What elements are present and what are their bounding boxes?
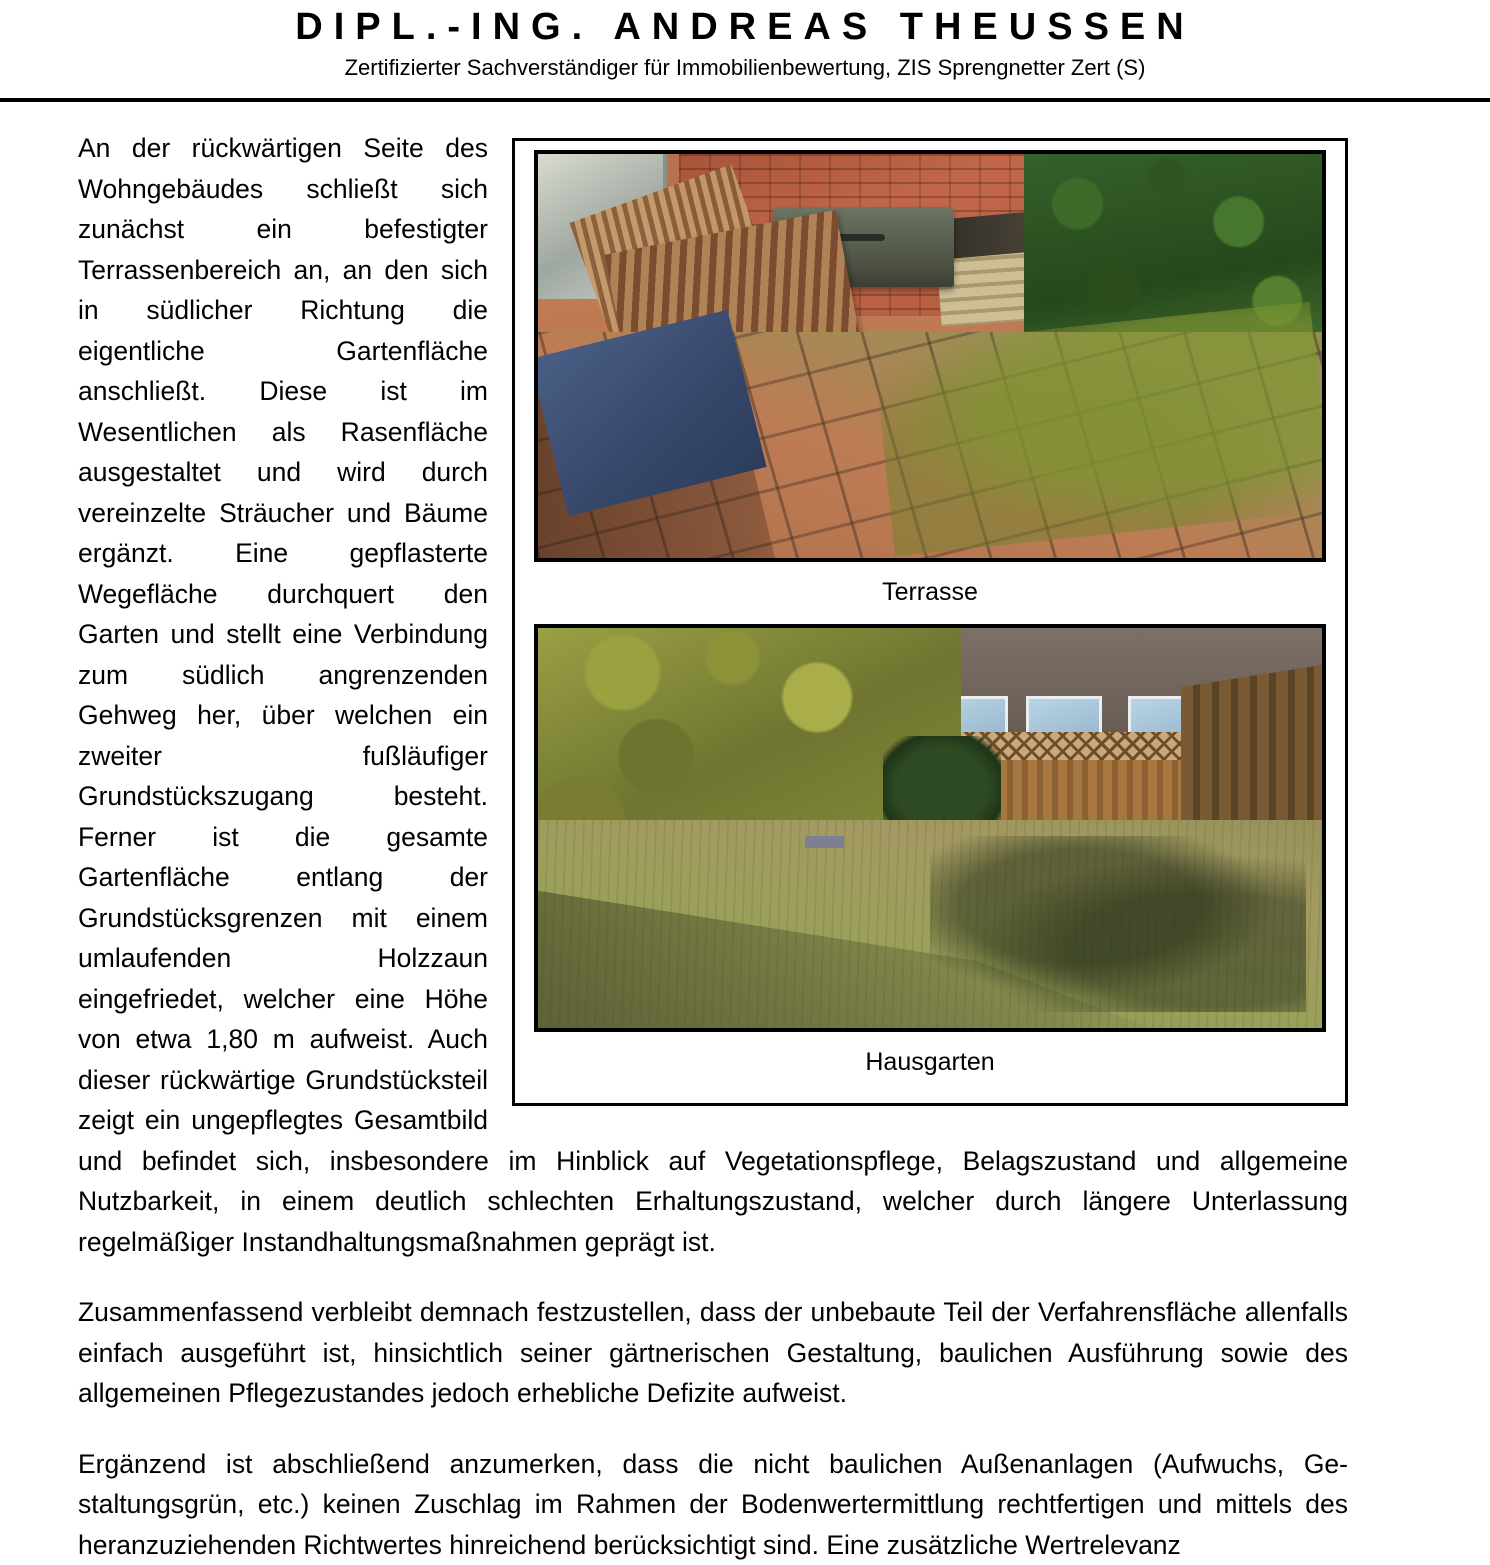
caption-terrasse: Terrasse: [882, 562, 978, 624]
paragraph-outdoor-description: An der rückwärtigen Seite des Wohngebäudes schließt sich zunächst ein befestigter Terrassenbereich an, an den sich in südlicher Richtung die eigentliche Gartenfläche anschließt. Diese ist im Wesentlichen als Rasenfläche ausgestaltet und wird durch vereinzelte Sträucher und Bäume ergänzt. Eine gepflasterte Wegefläche durchquert den Garten und stellt eine Verbindung zum südlich angrenzenden Gehweg her, über welchen ein zweiter fußläufiger Grundstückszugang besteht. Ferner ist die gesamte Gartenfläche entlang der Grundstücksgrenzen mit einem umlaufenden Holzzaun eingefriedet, welcher eine Höhe von etwa 1,80 m aufweist. Auch dieser rückwärtige Grundstücksteil zeigt ein ungepflegtes Gesamtbild und befindet sich, insbesondere im Hinblick auf Vegetationspflege, Belagszustand und allgemeine Nutzbarkeit, in einem deutlich schlechten Erhaltungszustand, welcher durch längere Unterlassung regelmäßiger Instandhaltungsmaßnahmen geprägt ist.: [78, 102, 1348, 1262]
paragraph-supplementary: Ergänzend ist abschließend anzumerken, dass die nicht baulichen Außenanlagen (Aufwuchs, Ge-staltungsgrün, etc.) keinen Zuschlag im Rahmen der Bodenwertermittlung rechtfertigen und mittels des heranzuziehenden Richtwertes hinreichend berücksichtigt sind. Eine zusätzliche Wertrelevanz: [78, 1444, 1348, 1565]
paragraph-summary: Zusammenfassend verbleibt demnach festzustellen, dass der unbebaute Teil der Verfahrensfläche allenfalls einfach ausgeführt ist, hinsichtlich seiner gärtnerischen Gestaltung, baulichen Ausführung sowie des allgemeinen Pflegezustandes jedoch erhebliche Defizite aufweist.: [78, 1292, 1348, 1414]
page-body: [0, 102, 1380, 1565]
firm-subtitle: Zertifizierter Sachverständiger für Immobilienbewertung, ZIS Sprengnetter Zert (S): [0, 52, 1490, 84]
litter-item: [805, 836, 844, 848]
terrace-photo: [538, 154, 1322, 558]
figure-terrasse: [533, 150, 1327, 624]
firm-name: DIPL.-ING. ANDREAS THEUSSEN: [0, 4, 1490, 50]
photo-hausgarten: [534, 624, 1326, 1032]
garden-debris-region: [930, 836, 1306, 1012]
moss-overgrowth-region: [873, 301, 1326, 556]
caption-hausgarten: Hausgarten: [865, 1032, 994, 1094]
garden-photo: [538, 628, 1322, 1028]
figure-group-box: [512, 138, 1348, 1106]
photo-terrasse: [534, 150, 1326, 562]
figure-hausgarten: [533, 624, 1327, 1094]
letterhead: [0, 0, 1490, 102]
